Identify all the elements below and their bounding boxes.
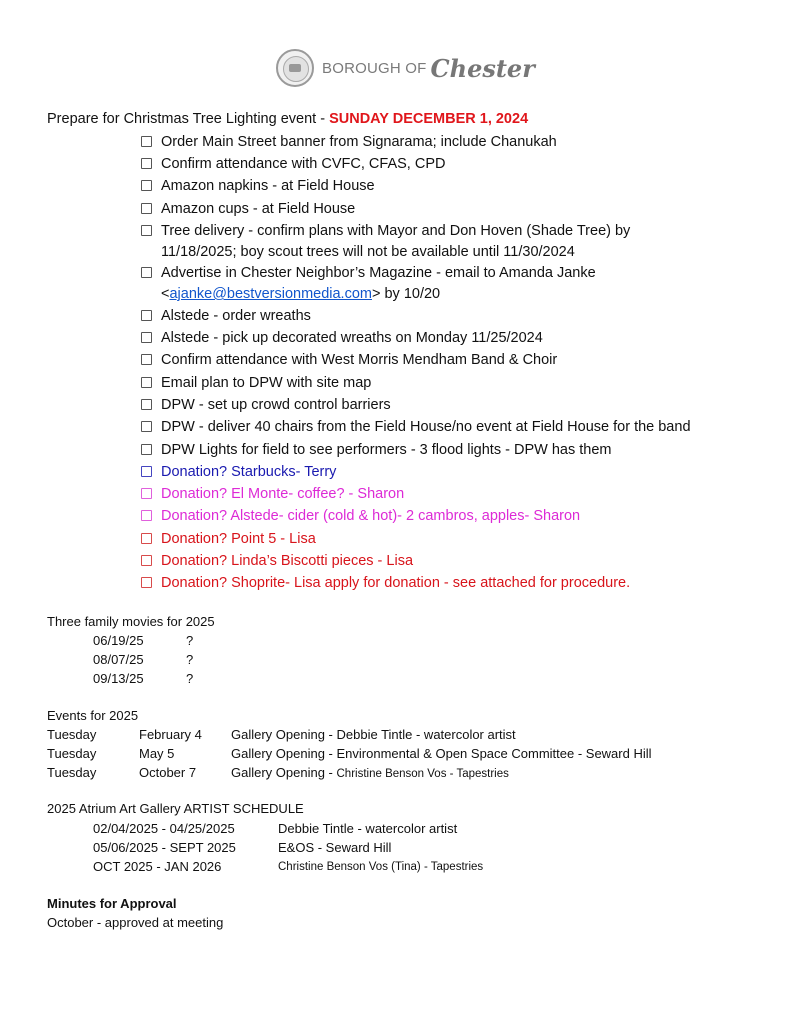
event-date: February 4 <box>139 727 202 742</box>
movies-section-title: Three family movies for 2025 <box>47 614 215 629</box>
gallery-section-title: 2025 Atrium Art Gallery ARTIST SCHEDULE <box>47 801 304 816</box>
checkbox-icon[interactable] <box>141 180 152 191</box>
checklist-item: Order Main Street banner from Signarama; include Chanukah <box>141 133 557 151</box>
gallery-artist: Christine Benson Vos (Tina) - Tapestries <box>278 861 484 873</box>
donation-item: Donation? Point 5 - Lisa <box>141 530 316 548</box>
gallery-date-range: 02/04/2025 - 04/25/2025 <box>93 821 235 836</box>
event-date: SUNDAY DECEMBER 1, 2024 <box>329 111 529 127</box>
checklist-item: DPW Lights for field to see performers - 3 flood lights - DPW has them <box>141 441 611 459</box>
event-description: Gallery Opening - Christine Benson Vos - Tapestries <box>231 765 509 780</box>
movie-date: 09/13/25 <box>93 671 144 686</box>
town-name: Chester <box>430 53 535 83</box>
event-day: Tuesday <box>47 727 97 742</box>
checklist-item: Confirm attendance with CVFC, CFAS, CPD <box>141 155 445 173</box>
checklist-item: Tree delivery - confirm plans with Mayor and Don Hoven (Shade Tree) by 11/18/2025; boy scout trees will not be available until 11/30/2024 <box>141 222 630 261</box>
checkbox-icon[interactable] <box>141 444 152 455</box>
christmas-section-title: Prepare for Christmas Tree Lighting event - SUNDAY DECEMBER 1, 2024 <box>47 111 529 127</box>
checkbox-icon[interactable] <box>141 203 152 214</box>
donation-item: Donation? Linda’s Biscotti pieces - Lisa <box>141 552 413 570</box>
checklist-item: Advertise in Chester Neighbor’s Magazine - email to Amanda Janke <ajanke@bestversionmedia.com> by 10/20 <box>141 264 596 303</box>
events-section-title: Events for 2025 <box>47 708 139 723</box>
movie-date: 08/07/25 <box>93 652 144 667</box>
checkbox-icon[interactable] <box>141 354 152 365</box>
minutes-status: October - approved at meeting <box>47 915 224 930</box>
checklist-item: Amazon napkins - at Field House <box>141 177 375 195</box>
event-description: Gallery Opening - Debbie Tintle - watercolor artist <box>231 727 516 742</box>
checkbox-icon[interactable] <box>141 399 152 410</box>
checkbox-icon[interactable] <box>141 158 152 169</box>
checklist-item: Email plan to DPW with site map <box>141 374 371 392</box>
gallery-date-range: OCT 2025 - JAN 2026 <box>93 859 222 874</box>
gallery-artist: Debbie Tintle - watercolor artist <box>278 821 458 836</box>
donation-item: Donation? Shoprite- Lisa apply for donation - see attached for procedure. <box>141 574 630 592</box>
donation-item: Donation? Alstede- cider (cold & hot)- 2 cambros, apples- Sharon <box>141 507 580 525</box>
donation-item: Donation? El Monte- coffee? - Sharon <box>141 485 404 503</box>
event-day: Tuesday <box>47 765 97 780</box>
checkbox-icon[interactable] <box>141 533 152 544</box>
checkbox-icon[interactable] <box>141 310 152 321</box>
checkbox-icon[interactable] <box>141 136 152 147</box>
movie-date: 06/19/25 <box>93 633 144 648</box>
gallery-date-range: 05/06/2025 - SEPT 2025 <box>93 840 236 855</box>
event-date: May 5 <box>139 746 175 761</box>
gallery-artist: E&OS - Seward Hill <box>278 840 392 855</box>
minutes-section-title: Minutes for Approval <box>47 896 177 911</box>
checklist-item: Alstede - pick up decorated wreaths on Monday 11/25/2024 <box>141 329 543 347</box>
movie-title: ? <box>186 671 194 686</box>
checkbox-icon[interactable] <box>141 488 152 499</box>
donation-item: Donation? Starbucks- Terry <box>141 463 336 481</box>
checklist-item: DPW - deliver 40 chairs from the Field House/no event at Field House for the band <box>141 418 691 436</box>
borough-label: BOROUGH OF <box>322 59 427 77</box>
checkbox-icon[interactable] <box>141 555 152 566</box>
checkbox-icon[interactable] <box>141 332 152 343</box>
checklist-item: Confirm attendance with West Morris Mendham Band & Choir <box>141 351 557 369</box>
checklist-item: Amazon cups - at Field House <box>141 200 355 218</box>
checkbox-icon[interactable] <box>141 466 152 477</box>
borough-seal-icon <box>276 49 314 87</box>
checkbox-icon[interactable] <box>141 377 152 388</box>
checkbox-icon[interactable] <box>141 225 152 236</box>
checklist-item: Alstede - order wreaths <box>141 307 311 325</box>
checkbox-icon[interactable] <box>141 267 152 278</box>
checkbox-icon[interactable] <box>141 510 152 521</box>
event-date: October 7 <box>139 765 197 780</box>
event-day: Tuesday <box>47 746 97 761</box>
event-description: Gallery Opening - Environmental & Open Space Committee - Seward Hill <box>231 746 652 761</box>
checkbox-icon[interactable] <box>141 421 152 432</box>
movie-title: ? <box>186 633 194 648</box>
email-link[interactable]: ajanke@bestversionmedia.com <box>169 286 372 302</box>
page-header <box>276 47 535 89</box>
movie-title: ? <box>186 652 194 667</box>
checklist-item: DPW - set up crowd control barriers <box>141 396 391 414</box>
checkbox-icon[interactable] <box>141 577 152 588</box>
